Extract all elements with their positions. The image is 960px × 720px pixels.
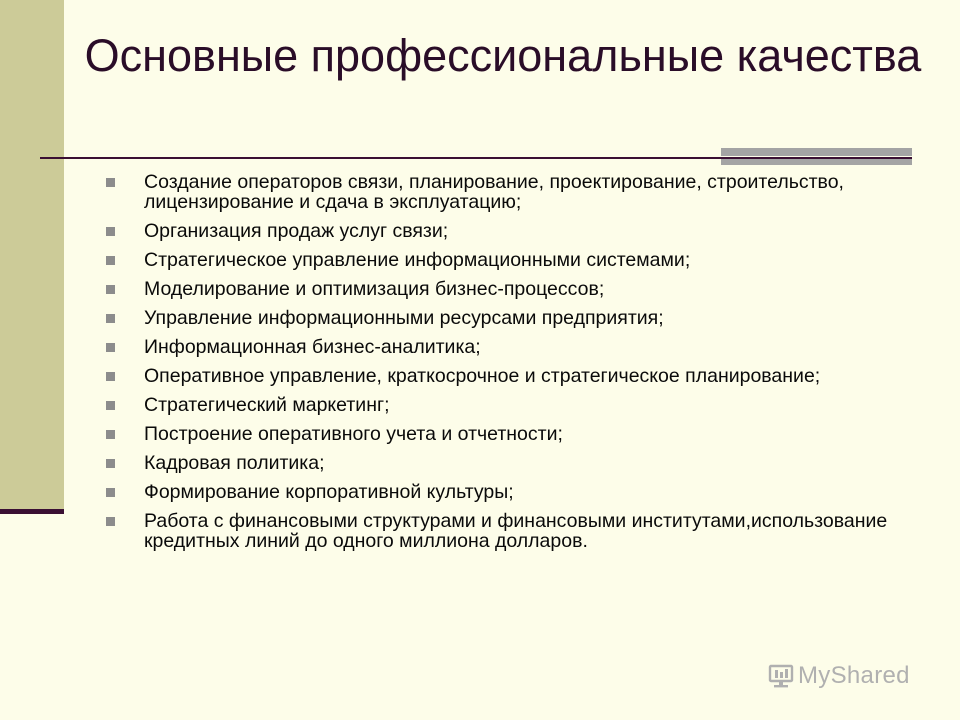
- bullet-text: Информационная бизнес-аналитика;: [144, 336, 481, 358]
- square-bullet-icon: [106, 372, 115, 381]
- square-bullet-icon: [106, 227, 115, 236]
- square-bullet-icon: [106, 517, 115, 526]
- bullet-text: Моделирование и оптимизация бизнес-процессов;: [144, 278, 605, 300]
- bullet-text: Формирование корпоративной культуры;: [144, 481, 514, 503]
- square-bullet-icon: [106, 488, 115, 497]
- bullet-text: Кадровая политика;: [144, 452, 325, 474]
- bullet-text: Организация продаж услуг связи;: [144, 220, 449, 242]
- bullet-item: [104, 366, 924, 386]
- square-bullet-icon: [106, 343, 115, 352]
- left-band-underline: [0, 509, 64, 514]
- bullet-text: Построение оперативного учета и отчетности;: [144, 423, 563, 445]
- bullet-item: [104, 250, 924, 270]
- bullet-item: [104, 221, 924, 241]
- square-bullet-icon: [106, 285, 115, 294]
- bullet-text: Оперативное управление, краткосрочное и стратегическое планирование;: [144, 365, 821, 387]
- square-bullet-icon: [106, 401, 115, 410]
- bullet-item: [104, 337, 924, 357]
- bullet-item: [104, 395, 924, 415]
- bullet-item: [104, 172, 924, 212]
- bullet-item: [104, 511, 924, 551]
- bullet-text: Стратегический маркетинг;: [144, 394, 390, 416]
- square-bullet-icon: [106, 178, 115, 187]
- left-decorative-band: [0, 0, 64, 511]
- bullet-text: Создание операторов связи, планирование, проектирование, строительство, лицензирование и сдача в эксплуатацию;: [144, 171, 844, 213]
- bullet-item: [104, 453, 924, 473]
- square-bullet-icon: [106, 314, 115, 323]
- bullet-text: Управление информационными ресурсами предприятия;: [144, 307, 664, 329]
- bullet-text: Стратегическое управление информационными системами;: [144, 249, 691, 271]
- presentation-board-icon: [768, 663, 794, 689]
- bullet-list: [104, 172, 924, 560]
- slide-title: Основные профессиональные качества: [84, 30, 922, 81]
- bullet-text: Работа с финансовыми структурами и финансовыми институтами,использование кредитных линий до одного миллиона долларов.: [144, 510, 888, 552]
- square-bullet-icon: [106, 256, 115, 265]
- square-bullet-icon: [106, 430, 115, 439]
- square-bullet-icon: [106, 459, 115, 468]
- watermark: [768, 660, 910, 692]
- title-gray-accent-lower: [721, 159, 912, 165]
- bullet-item: [104, 482, 924, 502]
- watermark-text: MyShared: [798, 662, 910, 689]
- bullet-item: [104, 424, 924, 444]
- title-gray-accent: [721, 148, 912, 156]
- bullet-item: [104, 308, 924, 328]
- bullet-item: [104, 279, 924, 299]
